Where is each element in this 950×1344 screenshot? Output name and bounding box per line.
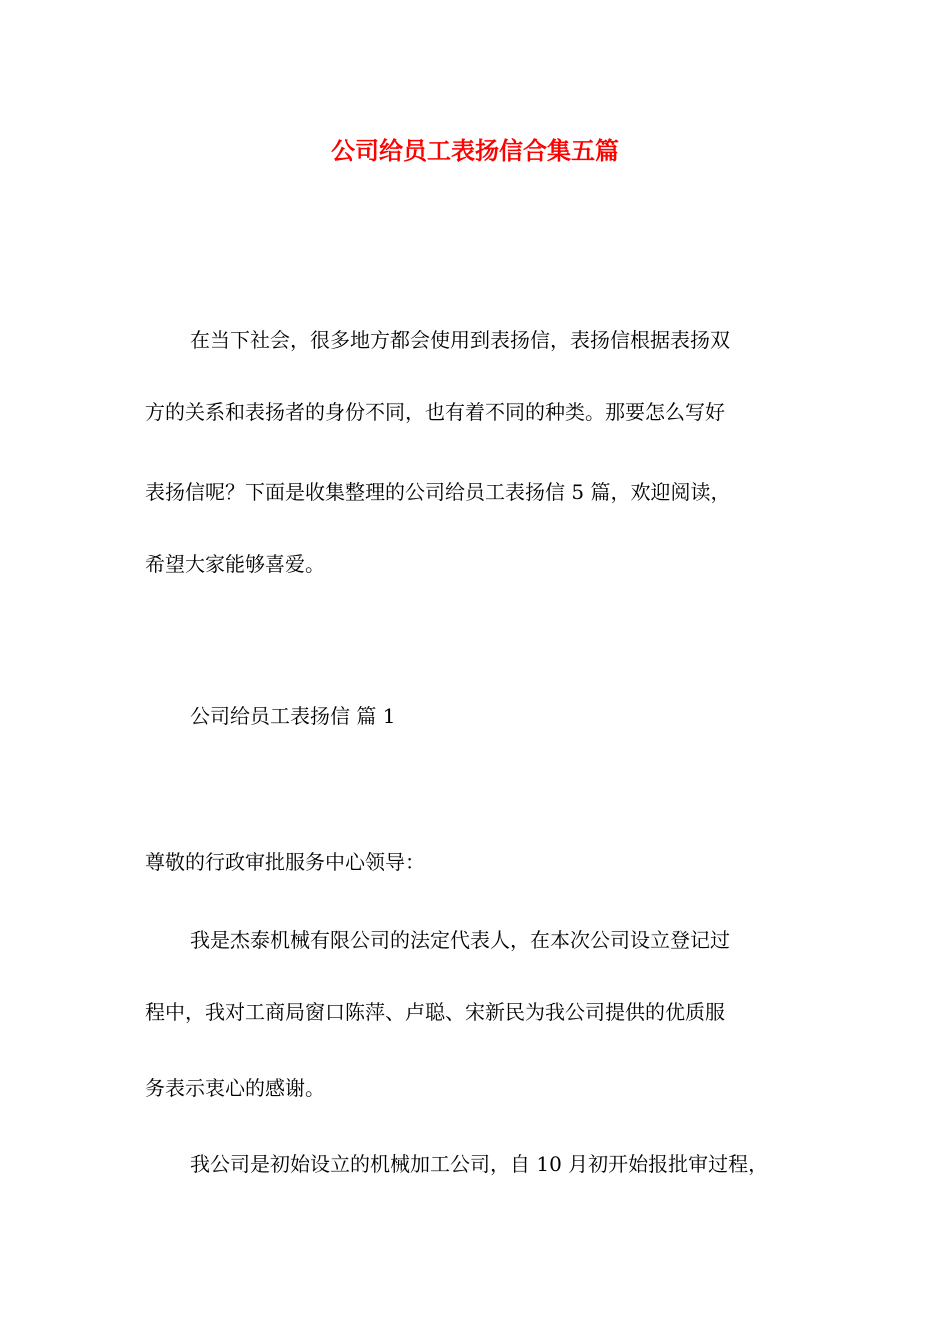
paragraph1-line-2: 程中，我对工商局窗口陈萍、卢聪、宋新民为我公司提供的优质服 bbox=[145, 1000, 725, 1024]
paragraph2-line-1: 我公司是初始设立的机械加工公司，自 10 月初开始报批审过程， bbox=[190, 1152, 769, 1176]
intro-line-1: 在当下社会，很多地方都会使用到表扬信，表扬信根据表扬双 bbox=[190, 328, 730, 352]
intro-line-3: 表扬信呢？下面是收集整理的公司给员工表扬信 5 篇，欢迎阅读， bbox=[145, 480, 731, 504]
intro-line-2: 方的关系和表扬者的身份不同，也有着不同的种类。那要怎么写好 bbox=[145, 400, 725, 424]
section-heading: 公司给员工表扬信 篇 1 bbox=[190, 704, 396, 728]
document-title: 公司给员工表扬信合集五篇 bbox=[331, 136, 619, 165]
paragraph1-line-1: 我是杰泰机械有限公司的法定代表人，在本次公司设立登记过 bbox=[190, 928, 730, 952]
letter-salutation: 尊敬的行政审批服务中心领导： bbox=[145, 850, 425, 874]
intro-line-4: 希望大家能够喜爱。 bbox=[145, 552, 325, 576]
paragraph1-line-3: 务表示衷心的感谢。 bbox=[145, 1076, 325, 1100]
